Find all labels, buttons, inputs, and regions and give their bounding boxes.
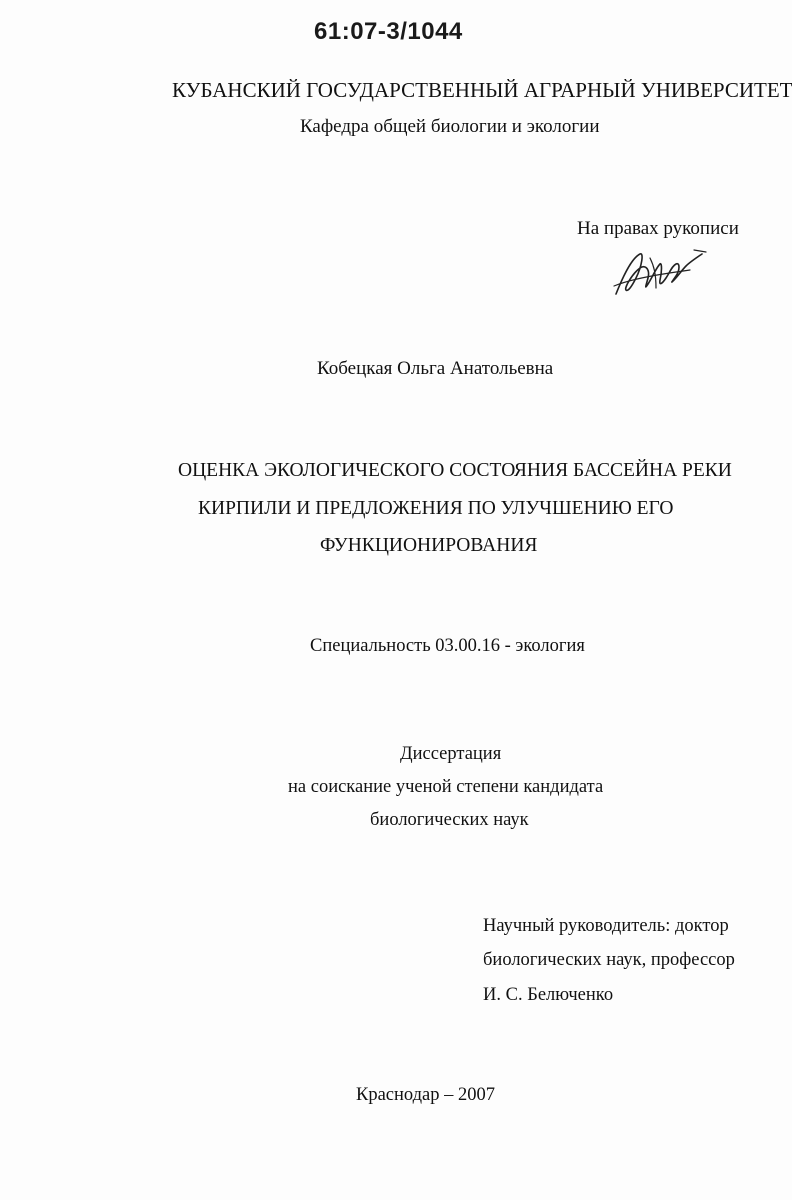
city-and-year: Краснодар – 2007 <box>356 1085 496 1105</box>
title-line: ОЦЕНКА ЭКОЛОГИЧЕСКОГО СОСТОЯНИЯ БАССЕЙНА РЕКИ <box>178 460 732 481</box>
supervisor-line: Научный руководитель: доктор <box>483 916 729 936</box>
department-name: Кафедра общей биологии и экологии <box>300 116 600 137</box>
title-line: ФУНКЦИОНИРОВАНИЯ <box>320 535 538 556</box>
dissertation-label: Диссертация <box>400 744 502 764</box>
supervisor-line: биологических наук, профессор <box>483 950 735 970</box>
degree-field: биологических наук <box>370 810 529 830</box>
handwritten-signature <box>610 244 710 304</box>
catalog-number: 61:07-3/1044 <box>314 18 463 45</box>
title-line: КИРПИЛИ И ПРЕДЛОЖЕНИЯ ПО УЛУЧШЕНИЮ ЕГО <box>198 498 674 519</box>
author-name: Кобецкая Ольга Анатольевна <box>317 358 554 379</box>
degree-purpose: на соискание ученой степени кандидата <box>288 777 604 797</box>
university-name: КУБАНСКИЙ ГОСУДАРСТВЕННЫЙ АГРАРНЫЙ УНИВЕРСИТЕТ <box>172 78 792 102</box>
manuscript-rights-note: На правах рукописи <box>577 218 739 239</box>
supervisor-name: И. С. Белюченко <box>483 985 614 1005</box>
specialty-code: Специальность 03.00.16 - экология <box>310 636 585 656</box>
